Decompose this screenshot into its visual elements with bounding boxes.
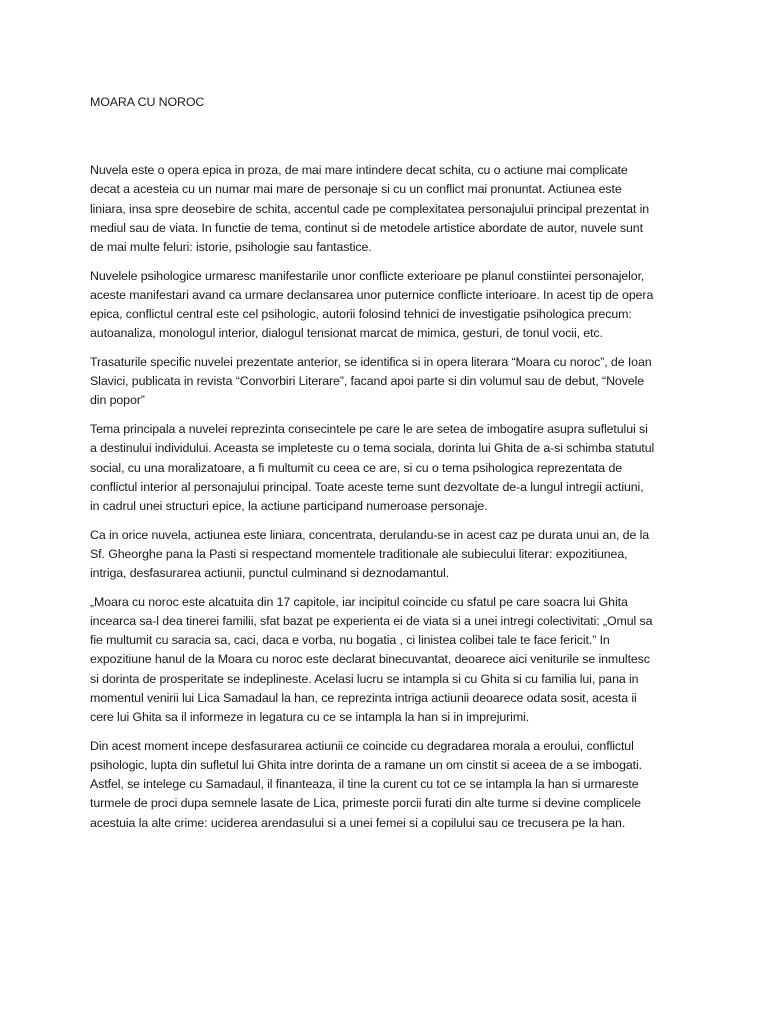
paragraph-2: Nuvelele psihologice urmaresc manifestarile unor conflicte exterioare pe planul constiintei personajelor, aceste manifestari avand ca urmare declansarea unor puternice conflicte interioare. In acest tip de opera epica, conflictul central este cel psihologic, autorii folosind tehnici de investigatie psihologica precum: autoanaliza, monologul interior, dialogul tensionat marcat de mimica, gesturi, de tonul vocii, etc. (90, 268, 654, 341)
document-title: MOARA CU NOROC (90, 95, 205, 109)
paragraph-7: Din acest moment incepe desfasurarea actiunii ce coincide cu degradarea morala a eroului, conflictul psihologic, lupta din sufletul lui Ghita intre dorinta de a ramane un om cinstit si aceea de a se imbogati. Astfel, se intelege cu Samadaul, il finanteaza, il tine la curent cu tot ce se intampla la han si urmareste turmele de proci dupa semnele lasate de Lica, primeste porcii furati din alte turme si devine complicele acestuia la alte crime: uciderea arendasului si a unei femei si a copilului sau ce trecusera pe la han. (90, 738, 643, 830)
paragraph-3: Trasaturile specific nuvelei prezentate anterior, se identifica si in opera literara “Moara cu noroc”, de Ioan Slavici, publicata in revista “Convorbiri Literare”, facand apoi parte si din volumul sau de debut, “Novele din popor” (90, 355, 652, 408)
paragraph-1: Nuvela este o opera epica in proza, de mai mare intindere decat schita, cu o actiune mai complicate decat a acesteia cu un numar mai mare de personaje si cu un conflict mai pronuntat. Actiunea este liniara, insa spre deosebire de schita, accentul cade pe complexitatea personajului principal prezentat in mediul sau de viata. In functie de tema, continut si de metodele artistice abordate de autor, nuvele sunt de mai multe feluri: istorie, psihologie sau fantastice. (90, 163, 650, 255)
paragraph-5: Ca in orice nuvela, actiunea este liniara, concentrata, derulandu-se in acest caz pe durata unui an, de la Sf. Gheorghe pana la Pasti si respectand momentele traditionale ale subiecului literar: expozitiunea, intriga, desfasurarea actiunii, punctul culminand si deznodamantul. (90, 527, 650, 581)
document-page (90, 93, 656, 842)
paragraph-6: „Moara cu noroc este alcatuita din 17 capitole, iar incipitul coincide cu sfatul pe care soacra lui Ghita incearca sa-l dea tinerei familii, sfat bazat pe experienta ei de viata si a unei intregi colectivitati: „Omul sa fie multumit cu saracia sa, caci, daca e vorba, nu bogatia , ci linistea colibei tale te face fericit.” In expozitiune hanul de la Moara cu noroc este declarat binecuvantat, deoarece aici veniturile se inmultesc si dorinta de prosperitate se indeplineste. Acelasi lucru se intampla si cu Ghita si cu familia lui, pana in momentul venirii lui Lica Samadaul la han, ce reprezinta intriga actiunii deoarece odata sosit, acesta ii cere lui Ghita sa il informeze in legatura cu ce se intampla la han si in imprejurimi. (90, 594, 653, 724)
paragraph-4: Tema principala a nuvelei reprezinta consecintele pe care le are setea de imbogatire asupra sufletului si a destinului individului. Aceasta se impleteste cu o tema sociala, dorinta lui Ghita de a-si schimba statutul social, cu una moralizatoare, a fi multumit cu ceea ce are, si cu o tema psihologica reprezentata de conflictul interior al personajului principal. Toate aceste teme sunt dezvoltate de-a lungul intregii actiuni, in cadrul unei structuri epice, la actiune participand numeroase personaje. (90, 422, 655, 513)
